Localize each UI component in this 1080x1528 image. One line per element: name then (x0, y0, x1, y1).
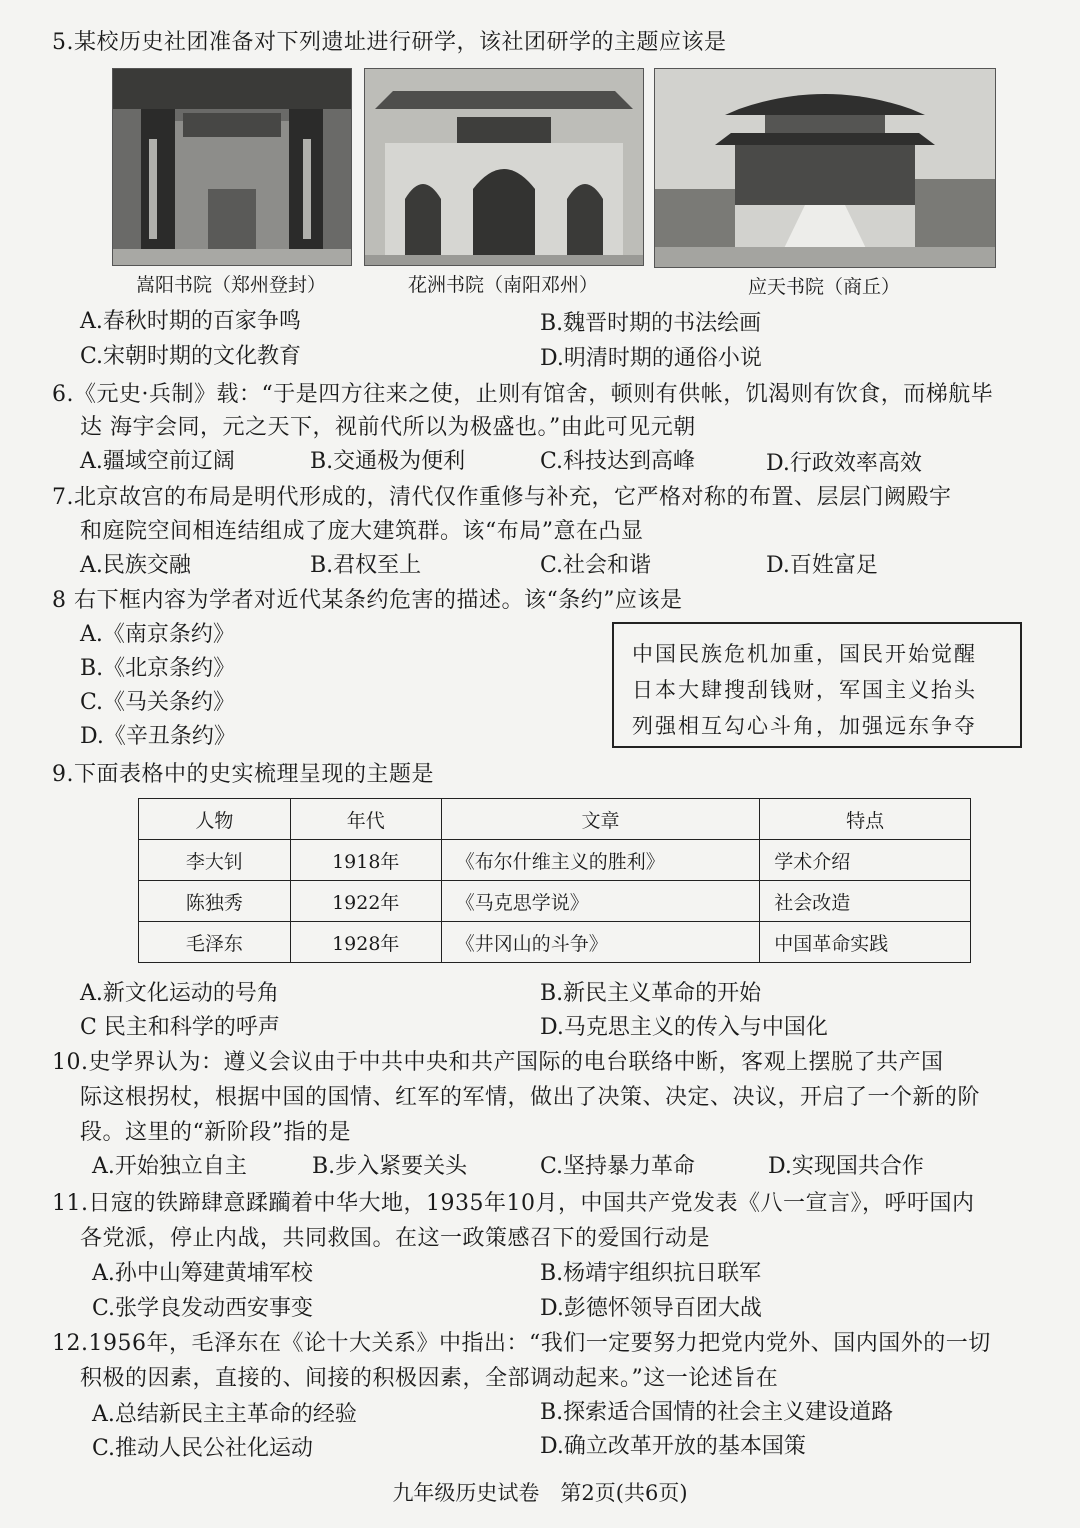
q9-stem: 9.下面表格中的史实梳理呈现的主题是 (52, 762, 434, 787)
q5-option-b[interactable]: B.魏晋时期的书法绘画 (540, 311, 762, 336)
q10-stem-line-1: 10.史学界认为：遵义会议由于中共中央和共产国际的电台联络中断，客观上摆脱了共产国 (52, 1050, 944, 1075)
q7-option-d[interactable]: D.百姓富足 (766, 553, 878, 578)
table-header: 年代 (290, 799, 441, 840)
table-cell: 毛泽东 (139, 922, 291, 963)
q5-caption-2: 花洲书院（南阳邓州） (407, 274, 598, 296)
table-cell: 《布尔什维主义的胜利》 (441, 840, 760, 881)
table-cell: 《井冈山的斗争》 (441, 922, 760, 963)
table-cell: 1922年 (290, 881, 441, 922)
q11-option-a[interactable]: A.孙中山筹建黄埔军校 (92, 1261, 313, 1286)
q12-stem-line-2: 积极的因素，直接的、间接的积极因素，全部调动起来。”这一论述旨在 (80, 1366, 779, 1391)
table-header: 特点 (760, 799, 971, 840)
table-cell: 陈独秀 (139, 881, 291, 922)
q10-option-c[interactable]: C.坚持暴力革命 (540, 1154, 696, 1179)
table-cell: 学术介绍 (760, 840, 971, 881)
page-footer: 九年级历史试卷 第2页(共6页) (392, 1481, 688, 1505)
q5-caption-1: 嵩阳书院（郑州登封） (135, 274, 326, 296)
q8-option-b[interactable]: B.《北京条约》 (80, 656, 236, 681)
yingtian-academy-photo (654, 68, 996, 268)
q10-stem-line-2: 际这根拐杖，根据中国的国情、红军的军情，做出了决策、决定、决议，开启了一个新的阶 (80, 1085, 981, 1110)
q10-stem-line-3: 段。这里的“新阶段”指的是 (80, 1120, 351, 1145)
q10-option-b[interactable]: B.步入紧要关头 (312, 1154, 468, 1179)
q12-option-d[interactable]: D.确立改革开放的基本国策 (540, 1434, 806, 1459)
q8-quote-box (612, 622, 1022, 748)
table-row (139, 922, 971, 963)
q6-option-d[interactable]: D.行政效率高效 (766, 451, 922, 476)
q11-option-b[interactable]: B.杨靖宇组织抗日联军 (540, 1261, 762, 1286)
q12-option-a[interactable]: A.总结新民主主革命的经验 (92, 1402, 357, 1427)
q12-stem-line-1: 12.1956年，毛泽东在《论十大关系》中指出：“我们一定要努力把党内党外、国内国外的一切 (52, 1331, 991, 1356)
q9-option-d[interactable]: D.马克思主义的传入与中国化 (540, 1015, 828, 1040)
q5-caption-3: 应天书院（商丘） (747, 276, 900, 298)
q10-option-d[interactable]: D.实现国共合作 (768, 1154, 924, 1179)
table-cell: 1928年 (290, 922, 441, 963)
table-header: 人物 (139, 799, 291, 840)
q7-stem-line-2: 和庭院空间相连结组成了庞大建筑群。该“布局”意在凸显 (80, 519, 644, 544)
q8-stem: 8 右下框内容为学者对近代某条约危害的描述。该“条约”应该是 (52, 588, 683, 613)
q9-history-table (138, 798, 971, 963)
table-cell: 中国革命实践 (760, 922, 971, 963)
table-cell: 社会改造 (760, 881, 971, 922)
q8-quote-line-2: 日本大肆搜刮钱财，军国主义抬头 (632, 678, 977, 702)
q6-option-c[interactable]: C.科技达到高峰 (540, 449, 696, 474)
q7-option-b[interactable]: B.君权至上 (310, 553, 422, 578)
table-cell: 李大钊 (139, 840, 291, 881)
q7-option-a[interactable]: A.民族交融 (80, 553, 191, 578)
songyang-academy-photo (112, 68, 352, 266)
q6-stem-line-2: 达 海宇会同，元之天下，视前代所以为极盛也。”由此可见元朝 (80, 415, 696, 440)
q11-option-d[interactable]: D.彭德怀领导百团大战 (540, 1296, 762, 1321)
huazhou-academy-photo (364, 68, 644, 266)
q8-option-c[interactable]: C.《马关条约》 (80, 690, 236, 715)
q7-stem-line-1: 7.北京故宫的布局是明代形成的，清代仅作重修与补充，它严格对称的布置、层层门阙殿宇 (52, 485, 952, 510)
q6-stem-line-1: 6.《元史·兵制》载：“于是四方往来之使，止则有馆舍，顿则有供帐，饥渴则有饮食，而梯航毕 (52, 382, 994, 407)
table-cell: 《马克思学说》 (441, 881, 760, 922)
q6-option-a[interactable]: A.疆域空前辽阔 (80, 449, 235, 474)
q12-option-c[interactable]: C.推动人民公社化运动 (92, 1436, 314, 1461)
q11-stem-line-2: 各党派，停止内战，共同救国。在这一政策感召下的爱国行动是 (80, 1226, 711, 1251)
table-row (139, 881, 971, 922)
q8-option-a[interactable]: A.《南京条约》 (80, 622, 235, 647)
q5-option-a[interactable]: A.春秋时期的百家争鸣 (80, 309, 301, 334)
q9-option-a[interactable]: A.新文化运动的号角 (80, 981, 279, 1006)
q6-option-b[interactable]: B.交通极为便利 (310, 449, 466, 474)
q5-option-d[interactable]: D.明清时期的通俗小说 (540, 346, 762, 371)
q8-option-d[interactable]: D.《辛丑条约》 (80, 724, 236, 749)
q11-stem-line-1: 11.日寇的铁蹄肆意蹂躏着中华大地，1935年10月，中国共产党发表《八一宣言》，呼吁国内 (52, 1191, 975, 1216)
q5-option-c[interactable]: C.宋朝时期的文化教育 (80, 344, 302, 369)
q10-option-a[interactable]: A.开始独立自主 (92, 1154, 247, 1179)
q12-option-b[interactable]: B.探索适合国情的社会主义建设道路 (540, 1400, 894, 1425)
q8-quote-line-1: 中国民族危机加重，国民开始觉醒 (632, 642, 977, 666)
q9-option-c[interactable]: C 民主和科学的呼声 (80, 1015, 280, 1040)
table-header-row (139, 799, 971, 840)
table-row (139, 840, 971, 881)
table-cell: 1918年 (290, 840, 441, 881)
q9-option-b[interactable]: B.新民主义革命的开始 (540, 981, 762, 1006)
q11-option-c[interactable]: C.张学良发动西安事变 (92, 1296, 314, 1321)
q8-quote-line-3: 列强相互勾心斗角，加强远东争夺 (632, 714, 977, 738)
q7-option-c[interactable]: C.社会和谐 (540, 553, 652, 578)
q5-stem: 5.某校历史社团准备对下列遗址进行研学，该社团研学的主题应该是 (52, 30, 727, 55)
table-header: 文章 (441, 799, 760, 840)
